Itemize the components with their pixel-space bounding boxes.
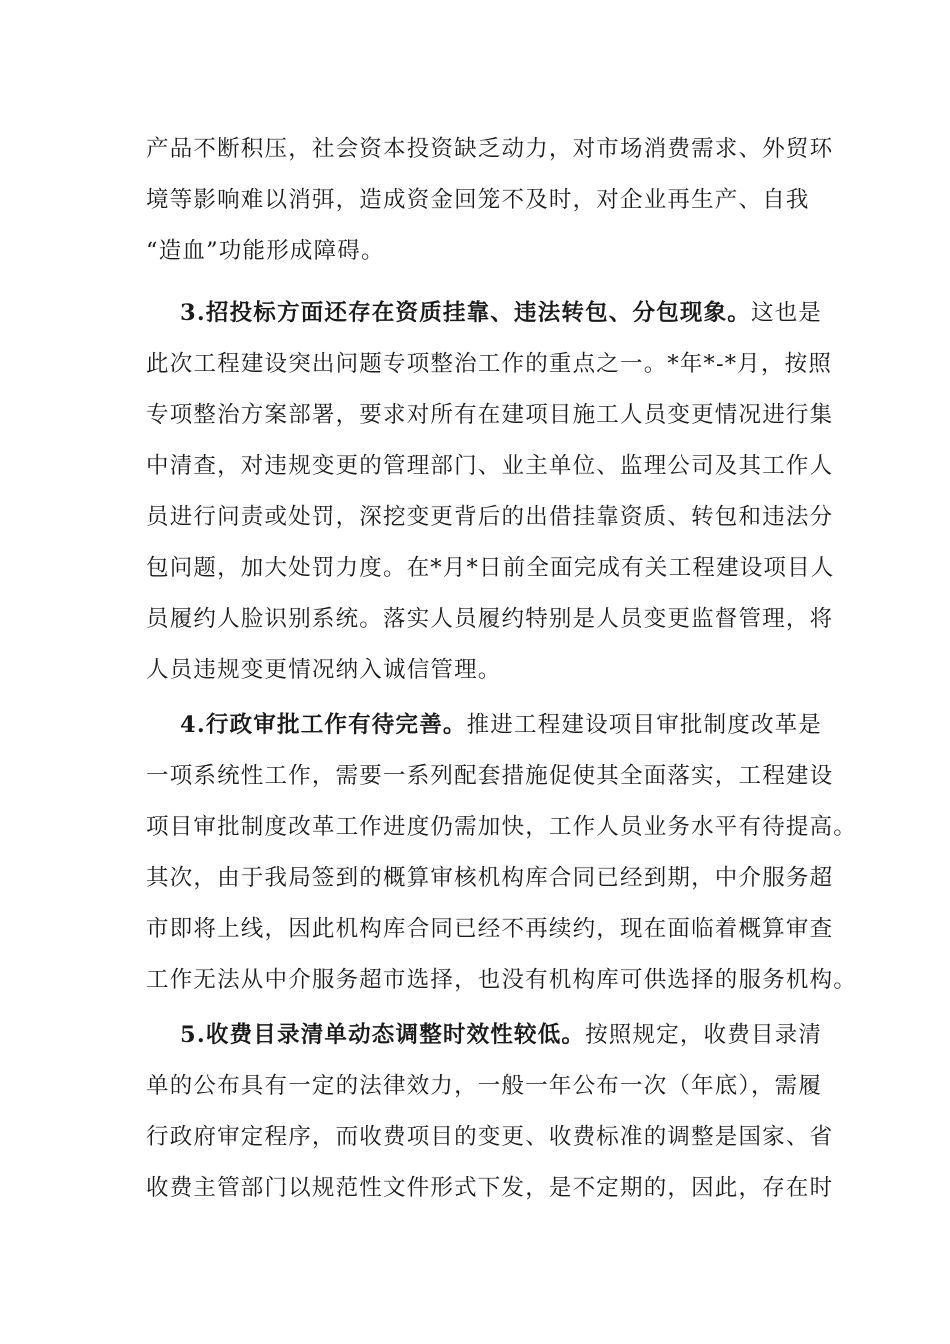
paragraph-first-line — [146, 700, 823, 751]
paragraph-line: 单的公布具有一定的法律效力，一般一年公布一次（年底），需履 — [146, 1073, 823, 1099]
paragraph-line: 此次工程建设突出问题专项整治工作的重点之一。*年*-*月，按照 — [146, 351, 833, 377]
paragraph-line: 员履约人脸识别系统。落实人员履约特别是人员变更监督管理，将 — [146, 606, 834, 632]
paragraph-2 — [146, 288, 835, 696]
paragraph-first-line — [146, 288, 823, 339]
paragraph-text: 这也是 — [751, 300, 823, 326]
paragraph-heading: 3.招投标方面还存在资质挂靠、违法转包、分包现象。 — [180, 300, 751, 326]
paragraph-line: 其次，由于我局签到的概算审核机构库合同已经到期，中介服务超 — [146, 865, 834, 891]
paragraph-4 — [146, 1010, 834, 1214]
paragraph-line: 员进行问责或处罚，深挖变更背后的出借挂靠资质、转包和违法分 — [146, 504, 834, 530]
paragraph-text: 推进工程建设项目审批制度改革是 — [466, 712, 823, 738]
paragraph-line: 人员违规变更情况纳入诚信管理。 — [146, 657, 502, 683]
paragraph-text: 按照规定，收费目录清 — [585, 1022, 823, 1048]
paragraph-line: “造血”功能形成障碍。 — [146, 238, 385, 264]
paragraph-heading: 4.行政审批工作有待完善。 — [180, 712, 467, 738]
paragraph-line: 包问题，加大处罚力度。在*月*日前全面完成有关工程建设项目人 — [146, 555, 835, 581]
paragraph-first-line — [146, 1010, 823, 1061]
paragraph-line: 一项系统性工作，需要一系列配套措施促使其全面落实，工程建设 — [146, 763, 834, 789]
paragraph-1 — [146, 124, 834, 277]
paragraph-line: 工作无法从中介服务超市选择，也没有机构库可供选择的服务机构。 — [146, 967, 858, 993]
paragraph-line: 行政府审定程序，而收费项目的变更、收费标准的调整是国家、省 — [146, 1124, 834, 1150]
paragraph-line: 境等影响难以消弭，造成资金回笼不及时，对企业再生产、自我 — [146, 187, 810, 213]
paragraph-line: 产品不断积压，社会资本投资缺乏动力，对市场消费需求、外贸环 — [146, 136, 834, 162]
paragraph-line: 项目审批制度改革工作进度仍需加快，工作人员业务水平有待提高。 — [146, 814, 858, 840]
paragraph-line: 市即将上线，因此机构库合同已经不再续约，现在面临着概算审查 — [146, 916, 834, 942]
paragraph-heading: 5.收费目录清单动态调整时效性较低。 — [180, 1022, 586, 1048]
paragraph-3 — [146, 700, 858, 1006]
paragraph-line: 收费主管部门以规范性文件形式下发，是不定期的，因此，存在时 — [146, 1175, 834, 1201]
paragraph-line: 中清查，对违规变更的管理部门、业主单位、监理公司及其工作人 — [146, 453, 834, 479]
paragraph-line: 专项整治方案部署，要求对所有在建项目施工人员变更情况进行集 — [146, 402, 834, 428]
